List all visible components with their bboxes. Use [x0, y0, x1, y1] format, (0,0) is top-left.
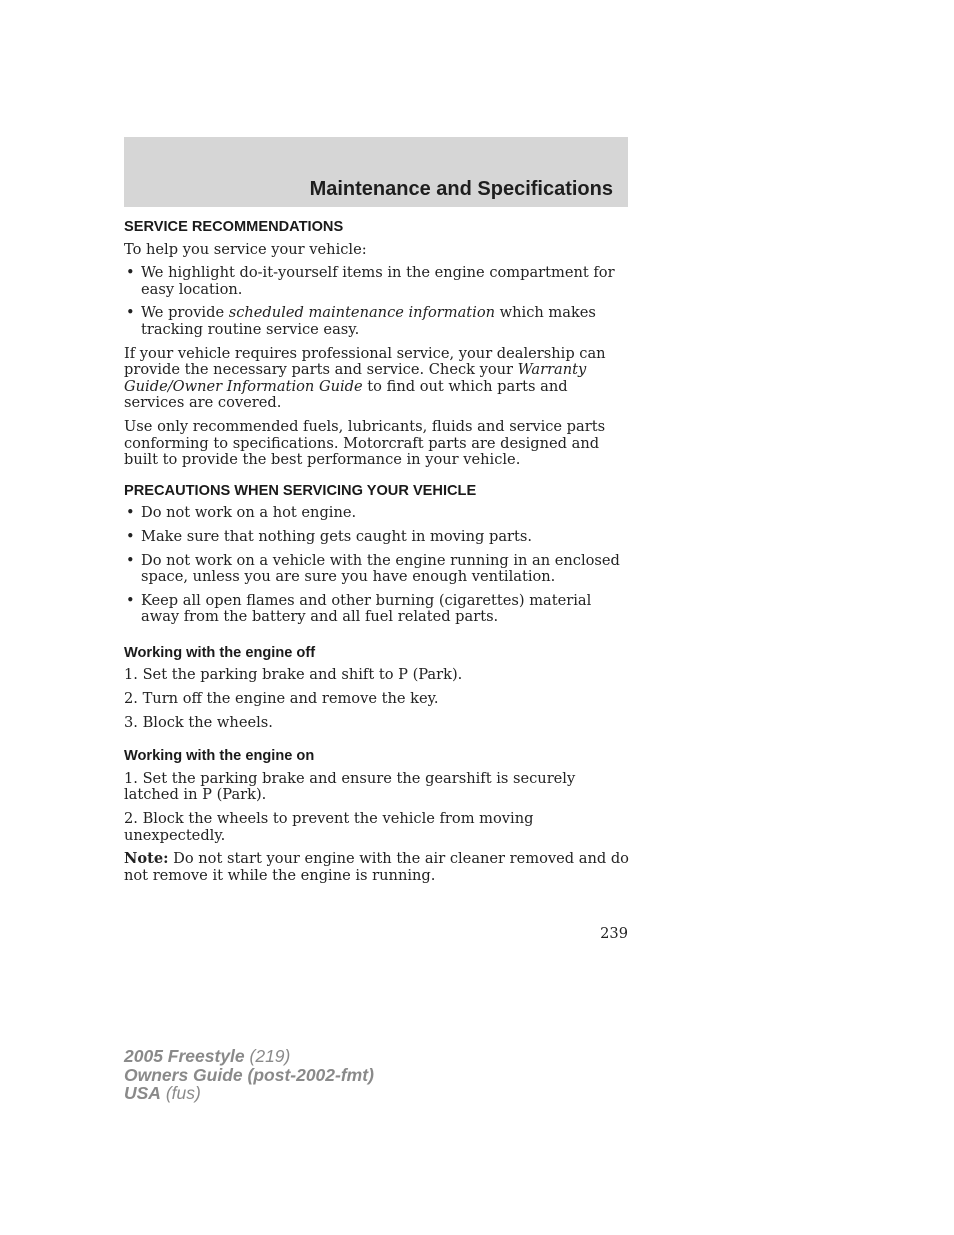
page-content [124, 219, 630, 891]
bullet-icon: • [126, 304, 135, 322]
chapter-header-band [124, 137, 628, 207]
document-footer [124, 1047, 374, 1103]
bullet-icon: • [126, 504, 135, 522]
footer-line-guide: Owners Guide (post-2002-fmt) [124, 1064, 374, 1085]
engine-on-heading: Working with the engine on [124, 748, 315, 765]
list-item: • Make sure that nothing gets caught in moving parts. [126, 527, 532, 545]
list-item: • We highlight do-it-yourself items in the engine compartment for easy location. [126, 264, 615, 298]
chapter-title: Maintenance and Specifications [309, 178, 613, 200]
service-paragraph-parts: Use only recommended fuels, lubricants, fluids and service parts conforming to specifications. Motorcraft parts are designed and built to provide the best performance in your vehicle. [124, 417, 606, 469]
engine-on-step: 2. Block the wheels to prevent the vehicle from moving unexpectedly. [124, 810, 534, 844]
bullet-icon: • [126, 551, 135, 569]
engine-off-heading: Working with the engine off [124, 644, 316, 661]
footer-line-market: USA (fus) [124, 1083, 201, 1103]
engine-on-step: 1. Set the parking brake and ensure the gearshift is securely latched in P (Park). [124, 769, 576, 804]
bullet-icon: • [126, 264, 135, 282]
precautions-list [124, 505, 630, 626]
page-number: 239 [600, 925, 628, 942]
list-item: • We provide scheduled maintenance information which makes tracking routine service easy. [126, 304, 596, 338]
precautions-heading: PRECAUTIONS WHEN SERVICING YOUR VEHICLE [124, 482, 477, 499]
list-item: • Do not work on a hot engine. [126, 504, 357, 522]
service-paragraph-warranty: If your vehicle requires professional service, your dealership can provide the necessary parts and service. Check your Warranty Guide/Owner Information Guide to find out which parts and services are covered. [124, 344, 606, 412]
list-item: • Keep all open flames and other burning (cigarettes) material away from the battery and all fuel related parts. [126, 591, 592, 626]
service-intro: To help you service your vehicle: [124, 240, 367, 258]
engine-off-step: 2. Turn off the engine and remove the key. [124, 690, 439, 708]
note-label: Note: [124, 850, 169, 868]
engine-off-step: 3. Block the wheels. [124, 713, 273, 731]
bullet-icon: • [126, 527, 135, 545]
engine-off-step: 1. Set the parking brake and shift to P (Park). [124, 666, 463, 684]
service-recommendations-heading: SERVICE RECOMMENDATIONS [124, 219, 344, 235]
service-bullet-list [124, 265, 630, 338]
bullet-icon: • [126, 591, 135, 609]
engine-note: Note: Do not start your engine with the air cleaner removed and do not remove it while the engine is running. [124, 850, 629, 884]
footer-line-model: 2005 Freestyle (219) [124, 1046, 291, 1066]
list-item: • Do not work on a vehicle with the engine running in an enclosed space, unless you are sure you have enough ventilation. [126, 551, 620, 586]
